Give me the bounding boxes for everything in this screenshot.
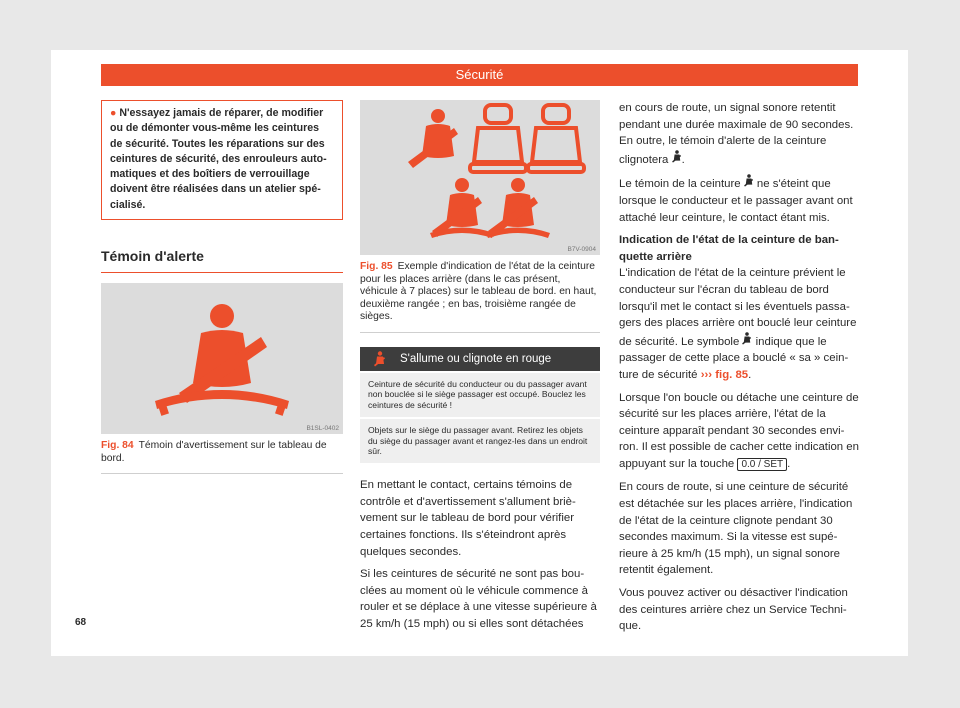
caption-text: Témoin d'avertissement sur le tableau de bord. (101, 440, 327, 464)
warning-box (101, 100, 343, 220)
paragraph (619, 390, 859, 474)
page-header (101, 64, 858, 86)
info-row: Ceinture de sécurité du conducteur ou du passager avant non bouclée si le siège passager est occupé. Bouclez les ceintures de sécurité ! (360, 373, 600, 417)
text-run: . (787, 457, 791, 470)
header-title: Sécurité (455, 67, 504, 82)
seat-icon (470, 105, 526, 172)
warning-bullet: ● (110, 107, 117, 119)
paragraph: Si les ceintures de sécurité ne sont pas bouclées au moment où le véhicule commence à rouler et se déplace à une vitesse supérieure à 25 km/h (15 mph) ou si elles sont détachées (360, 568, 597, 631)
section-title: Témoin d'alerte (101, 248, 343, 273)
info-title: S'allume ou clignote en rouge (400, 352, 552, 365)
body-text (360, 477, 600, 632)
text-run: en cours de route, un signal sonore retentit pendant une durée maximale de 90 secondes. En outre, le témoin d'alerte de la ceinture clignotera (619, 102, 854, 166)
caption-text: Exemple d'indication de l'état de la ceinture pour les places arrière (dans le cas présent, véhicule à 7 places) sur le tableau de bord. en haut, deuxième rangée ; en bas, troisième rangée de sièges. (360, 261, 597, 322)
info-row: Objets sur le siège du passager avant. Retirez les objets du siège du passager avant et rangez-les dans un endroit sûr. (360, 419, 600, 463)
column-2 (360, 100, 600, 639)
figure-label: Fig. 85 (360, 261, 393, 272)
subheading: Indication de l'état de la ceinture de banquette arrière (619, 234, 839, 263)
key-label: 0.0 / SET (737, 458, 787, 471)
manual-page (51, 50, 908, 656)
info-table-header (360, 347, 600, 371)
seatbelt-warning-icon (360, 351, 400, 367)
paragraph (619, 265, 859, 383)
paragraph (619, 174, 859, 226)
paragraph: Vous pouvez activer ou désactiver l'indication des ceintures arrière chez un Service Technique. (619, 587, 848, 633)
text-run: ne s'éteint que lorsque le conducteur et le passager avant ont attaché leur ceinture, le contact étant mis. (619, 178, 853, 224)
text-run: . (748, 368, 752, 381)
seatbelt-small-icon (430, 178, 494, 238)
paragraph (619, 100, 859, 168)
seatbelt-small-icon (744, 174, 754, 187)
seat-status-graphic (360, 100, 600, 255)
figure-code: B1SL-0402 (306, 425, 339, 433)
figure-84 (101, 283, 343, 434)
seatbelt-small-icon (672, 150, 682, 163)
text-run: indique que le passager de cette place a bouclé « sa » ceinture de sécurité (619, 335, 849, 381)
page-number: 68 (75, 617, 87, 628)
seat-icon (528, 105, 584, 172)
column-3 (619, 100, 859, 641)
seatbelt-warning-icon (101, 283, 343, 434)
seatbelt-small-icon (408, 109, 458, 168)
text-run: Le témoin de la ceinture (619, 178, 741, 191)
text-run: L'indication de l'état de la ceinture prévient le conducteur sur l'écran du tableau de bord lorsqu'il met le contact si les éventuels passagers des places arrière ont bouclé leur ceinture de sécurité. Le symbole (619, 267, 857, 348)
column-1 (101, 100, 343, 474)
figure-code: B7V-0904 (567, 246, 596, 253)
figure-84-caption (101, 440, 343, 474)
warning-text: N'essayez jamais de réparer, de modifier ou de démonter vous-même les ceintures de sécurité. Toutes les réparations sur des ceintures de sécurité, des enrouleurs automatiques et des boîtiers de verrouillage doivent être réalisées dans un atelier spécialisé. (110, 107, 327, 211)
paragraph: En cours de route, si une ceinture de sécurité est détachée sur les places arrière, l'indication de l'état de la ceinture clignote pendant 30 secondes maximum. Si la vitesse est supérieure à 25 km/h (15 mph), un signal sonore retentit également. (619, 481, 853, 577)
paragraph: En mettant le contact, certains témoins de contrôle et d'avertissement s'allument brièvement sur le tableau de bord pour vérifier certaines fonctions. Ils s'éteindront après quelques secondes. (360, 479, 576, 558)
figure-reference-link[interactable]: ››› fig. 85 (700, 368, 749, 381)
figure-85 (360, 100, 600, 255)
figure-label: Fig. 84 (101, 440, 134, 452)
text-run: Lorsque l'on boucle ou détache une ceinture de sécurité sur les places arrière, l'état de la ceinture apparaît pendant 30 secondes environ. Il est possible de cacher cette indication en appuyant sur la touche (619, 391, 859, 470)
seatbelt-small-icon (486, 178, 550, 238)
text-run: . (681, 153, 685, 166)
figure-85-caption (360, 261, 600, 333)
seatbelt-small-icon (742, 332, 752, 345)
